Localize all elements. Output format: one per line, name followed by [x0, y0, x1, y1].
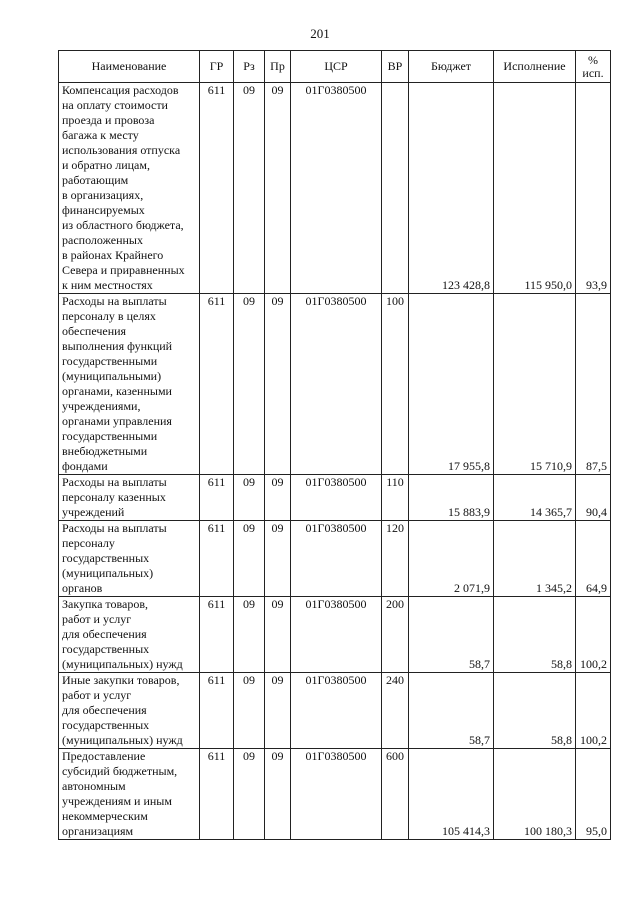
row-name [59, 521, 200, 597]
cell-rz: 09 [234, 83, 265, 294]
table-row [59, 749, 611, 840]
cell-vr: 200 [382, 597, 409, 673]
header-rz: Рз [234, 51, 265, 83]
row-name-line: персоналу казенных [62, 490, 166, 504]
cell-percent: 100,2 [576, 597, 611, 673]
cell-rz: 09 [234, 294, 265, 475]
cell-gr: 611 [200, 475, 234, 521]
row-name-line: государственных [62, 642, 150, 656]
header-name: Наименование [59, 51, 200, 83]
cell-percent: 93,9 [576, 83, 611, 294]
cell-execution: 14 365,7 [494, 475, 576, 521]
cell-execution: 58,8 [494, 673, 576, 749]
cell-rz: 09 [234, 597, 265, 673]
cell-pr: 09 [265, 597, 291, 673]
cell-csr: 01Г0380500 [291, 83, 382, 294]
row-name-line: персоналу в целях [62, 309, 156, 323]
table-row [59, 475, 611, 521]
row-name-line: для обеспечения [62, 703, 147, 717]
cell-vr: 100 [382, 294, 409, 475]
header-percent: % исп. [576, 51, 611, 83]
cell-execution: 115 950,0 [494, 83, 576, 294]
header-budget: Бюджет [409, 51, 494, 83]
cell-percent: 87,5 [576, 294, 611, 475]
cell-csr: 01Г0380500 [291, 597, 382, 673]
row-name-line: к ним местностях [62, 278, 153, 292]
row-name-line: Закупка товаров, [62, 597, 148, 611]
row-name-line: автономным [62, 779, 126, 793]
cell-budget: 2 071,9 [409, 521, 494, 597]
row-name-line: государственными [62, 354, 158, 368]
cell-vr: 240 [382, 673, 409, 749]
cell-csr: 01Г0380500 [291, 749, 382, 840]
cell-pr: 09 [265, 673, 291, 749]
row-name-line: государственными [62, 429, 158, 443]
row-name-line: учреждений [62, 505, 125, 519]
row-name-line: Иные закупки товаров, [62, 673, 180, 687]
row-name-line: организациям [62, 824, 134, 838]
cell-percent: 90,4 [576, 475, 611, 521]
table-row [59, 597, 611, 673]
row-name-line: в организациях, [62, 188, 144, 202]
cell-pr: 09 [265, 475, 291, 521]
cell-csr: 01Г0380500 [291, 294, 382, 475]
row-name-line: на оплату стоимости [62, 98, 168, 112]
header-execution: Исполнение [494, 51, 576, 83]
row-name-line: учреждениями, [62, 399, 141, 413]
table-row [59, 294, 611, 475]
cell-gr: 611 [200, 673, 234, 749]
table-row [59, 83, 611, 294]
cell-csr: 01Г0380500 [291, 475, 382, 521]
row-name-line: органов [62, 581, 103, 595]
row-name-line: (муниципальными) [62, 369, 162, 383]
cell-csr: 01Г0380500 [291, 673, 382, 749]
table-header-row [59, 51, 611, 83]
row-name-line: в районах Крайнего [62, 248, 164, 262]
row-name-line: Предоставление [62, 749, 146, 763]
row-name-line: Севера и приравненных [62, 263, 185, 277]
row-name [59, 475, 200, 521]
row-name-line: проезда и провоза [62, 113, 155, 127]
row-name-line: некоммерческим [62, 809, 148, 823]
row-name-line: работ и услуг [62, 612, 132, 626]
row-name-line: государственных [62, 718, 150, 732]
row-name-line: для обеспечения [62, 627, 147, 641]
header-pr: Пр [265, 51, 291, 83]
row-name [59, 83, 200, 294]
cell-rz: 09 [234, 673, 265, 749]
cell-execution: 1 345,2 [494, 521, 576, 597]
row-name-line: работ и услуг [62, 688, 132, 702]
cell-budget: 58,7 [409, 597, 494, 673]
cell-csr: 01Г0380500 [291, 521, 382, 597]
row-name-line: государственных [62, 551, 150, 565]
cell-pr: 09 [265, 749, 291, 840]
row-name-line: и обратно лицам, [62, 158, 150, 172]
cell-execution: 100 180,3 [494, 749, 576, 840]
row-name-line: внебюджетными [62, 444, 148, 458]
row-name [59, 673, 200, 749]
row-name-line: Расходы на выплаты [62, 475, 167, 489]
cell-vr [382, 83, 409, 294]
cell-percent: 95,0 [576, 749, 611, 840]
cell-vr: 110 [382, 475, 409, 521]
row-name-line: фондами [62, 459, 108, 473]
cell-execution: 58,8 [494, 597, 576, 673]
header-vr: ВР [382, 51, 409, 83]
row-name-line: расположенных [62, 233, 143, 247]
cell-pr: 09 [265, 83, 291, 294]
row-name-line: использования отпуска [62, 143, 181, 157]
row-name [59, 597, 200, 673]
table-row [59, 673, 611, 749]
cell-vr: 600 [382, 749, 409, 840]
row-name-line: органами, казенными [62, 384, 172, 398]
row-name-line: (муниципальных) нужд [62, 733, 183, 747]
header-gr: ГР [200, 51, 234, 83]
cell-percent: 64,9 [576, 521, 611, 597]
cell-gr: 611 [200, 83, 234, 294]
row-name-line: финансируемых [62, 203, 145, 217]
row-name [59, 749, 200, 840]
cell-budget: 15 883,9 [409, 475, 494, 521]
cell-rz: 09 [234, 475, 265, 521]
cell-budget: 17 955,8 [409, 294, 494, 475]
cell-gr: 611 [200, 521, 234, 597]
cell-rz: 09 [234, 749, 265, 840]
cell-percent: 100,2 [576, 673, 611, 749]
row-name-line: багажа к месту [62, 128, 139, 142]
cell-budget: 123 428,8 [409, 83, 494, 294]
cell-budget: 105 414,3 [409, 749, 494, 840]
row-name [59, 294, 200, 475]
cell-gr: 611 [200, 597, 234, 673]
cell-vr: 120 [382, 521, 409, 597]
cell-budget: 58,7 [409, 673, 494, 749]
header-csr: ЦСР [291, 51, 382, 83]
row-name-line: (муниципальных) нужд [62, 657, 183, 671]
cell-pr: 09 [265, 521, 291, 597]
page-number: 201 [310, 26, 330, 41]
row-name-line: (муниципальных) [62, 566, 154, 580]
row-name-line: органами управления [62, 414, 172, 428]
row-name-line: Компенсация расходов [62, 83, 179, 97]
cell-pr: 09 [265, 294, 291, 475]
row-name-line: Расходы на выплаты [62, 294, 167, 308]
cell-rz: 09 [234, 521, 265, 597]
row-name-line: учреждениям и иным [62, 794, 172, 808]
row-name-line: субсидий бюджетным, [62, 764, 178, 778]
row-name-line: персоналу [62, 536, 115, 550]
row-name-line: из областного бюджета, [62, 218, 184, 232]
budget-table [58, 50, 611, 840]
row-name-line: выполнения функций [62, 339, 173, 353]
row-name-line: работающим [62, 173, 129, 187]
row-name-line: Расходы на выплаты [62, 521, 167, 535]
cell-gr: 611 [200, 749, 234, 840]
cell-gr: 611 [200, 294, 234, 475]
table-row [59, 521, 611, 597]
cell-execution: 15 710,9 [494, 294, 576, 475]
row-name-line: обеспечения [62, 324, 127, 338]
